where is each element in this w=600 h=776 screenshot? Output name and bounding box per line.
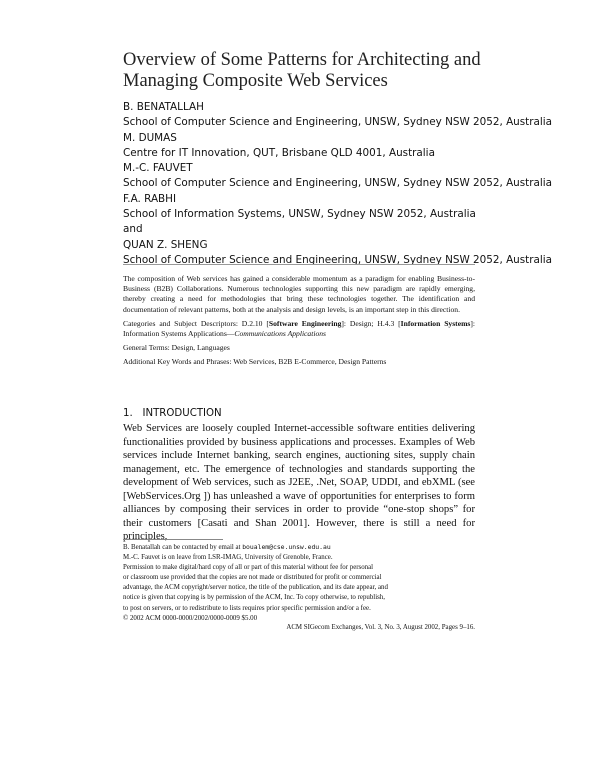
journal-citation: ACM SIGecom Exchanges, Vol. 3, No. 3, August 2002, Pages 9–16. [286, 624, 475, 631]
abstract-block [123, 274, 475, 372]
author-name: B. BENATALLAH [123, 101, 204, 113]
author-name: M.-C. FAUVET [123, 162, 193, 175]
section-number: 1. [123, 408, 133, 419]
author-affiliation: School of Computer Science and Engineering, UNSW, Sydney NSW 2052, Australia [123, 253, 553, 266]
author-affiliation: Centre for IT Innovation, QUT, Brisbane QLD 4001, Australia [123, 146, 435, 159]
intro-paragraph: Web Services are loosely coupled Internet-accessible software entities delivering functionalities provided by business applications and processes. Examples of Web services include Internet banking, search engines, auctioning sites, supply chain management, etc. The emergence of technologies and standards supporting the development of Web services, such as J2EE, .Net, SOAP, UDDI, and ebXML (see [WebServices.Org ]) has unleashed a wave of opportunities for enterprises to form alliances by composing their services in order to provide “one-stop shops” for their customers [Casati and Shan 2001]. However, there is still a need for principles, [123, 423, 475, 542]
general-terms: General Terms: Design, Languages [123, 343, 230, 353]
author-affiliation: School of Information Systems, UNSW, Sydney NSW 2052, Australia [123, 208, 476, 221]
paper-title: Overview of Some Patterns for Architecting and Managing Composite Web Services [123, 50, 481, 91]
copyright-line: © 2002 ACM 0000-0000/2002/0000-0009 $5.00 [123, 614, 258, 622]
footnote-divider [123, 539, 223, 540]
abstract-divider [123, 264, 475, 265]
section-heading [123, 408, 222, 419]
footnote-block [123, 542, 475, 624]
categories-line: Categories and Subject Descriptors: D.2.10 [Software Engineering]: Design; H.4.3 [Information Systems]: Information Systems Applications—Communications Applications [123, 318, 475, 339]
author-conjunction: and [123, 223, 143, 236]
permission-line: Permission to make digital/hard copy of all or part of this material without fee for personal [123, 564, 374, 572]
author-name: M. DUMAS [123, 131, 177, 144]
contact-footnote: B. Benatallah can be contacted by email at boualem@cse.unsw.edu.au [123, 543, 331, 551]
permission-line: advantage, the ACM copyright/server notice, the title of the publication, and its date appear, and [123, 584, 388, 592]
permission-line: or classroom use provided that the copies are not made or distributed for profit or commercial [123, 574, 382, 582]
author-affiliation: School of Computer Science and Engineering, UNSW, Sydney NSW 2052, Australia [123, 116, 553, 129]
author-name: QUAN Z. SHENG [123, 238, 208, 251]
author-affiliation: School of Computer Science and Engineering, UNSW, Sydney NSW 2052, Australia [123, 177, 553, 190]
leave-footnote: M.-C. Fauvet is on leave from LSR-IMAG, University of Grenoble, France. [123, 554, 333, 562]
contact-email: boualem@cse.unsw.edu.au [242, 543, 331, 551]
author-block [123, 100, 553, 268]
permission-line: notice is given that copying is by permission of the ACM, Inc. To copy otherwise, to republish, [123, 594, 385, 602]
abstract-text: The composition of Web services has gained a considerable momentum as a paradigm for enabling Business-to-Business (B2B) Collaborations. Numerous technologies supporting this new paradigm are rapidly emerging, thereby creating a need for methodologies that bring these technologies together. The identification and documentation of relevant patterns, both at the analysis and design levels, is an important step in this direction. [123, 274, 475, 314]
keywords: Additional Key Words and Phrases: Web Services, B2B E-Commerce, Design Patterns [123, 357, 387, 367]
permission-line: to post on servers, or to redistribute to lists requires prior specific permission and/or a fee. [123, 604, 371, 612]
section-title: INTRODUCTION [142, 408, 222, 419]
author-name: F.A. RABHI [123, 192, 177, 205]
